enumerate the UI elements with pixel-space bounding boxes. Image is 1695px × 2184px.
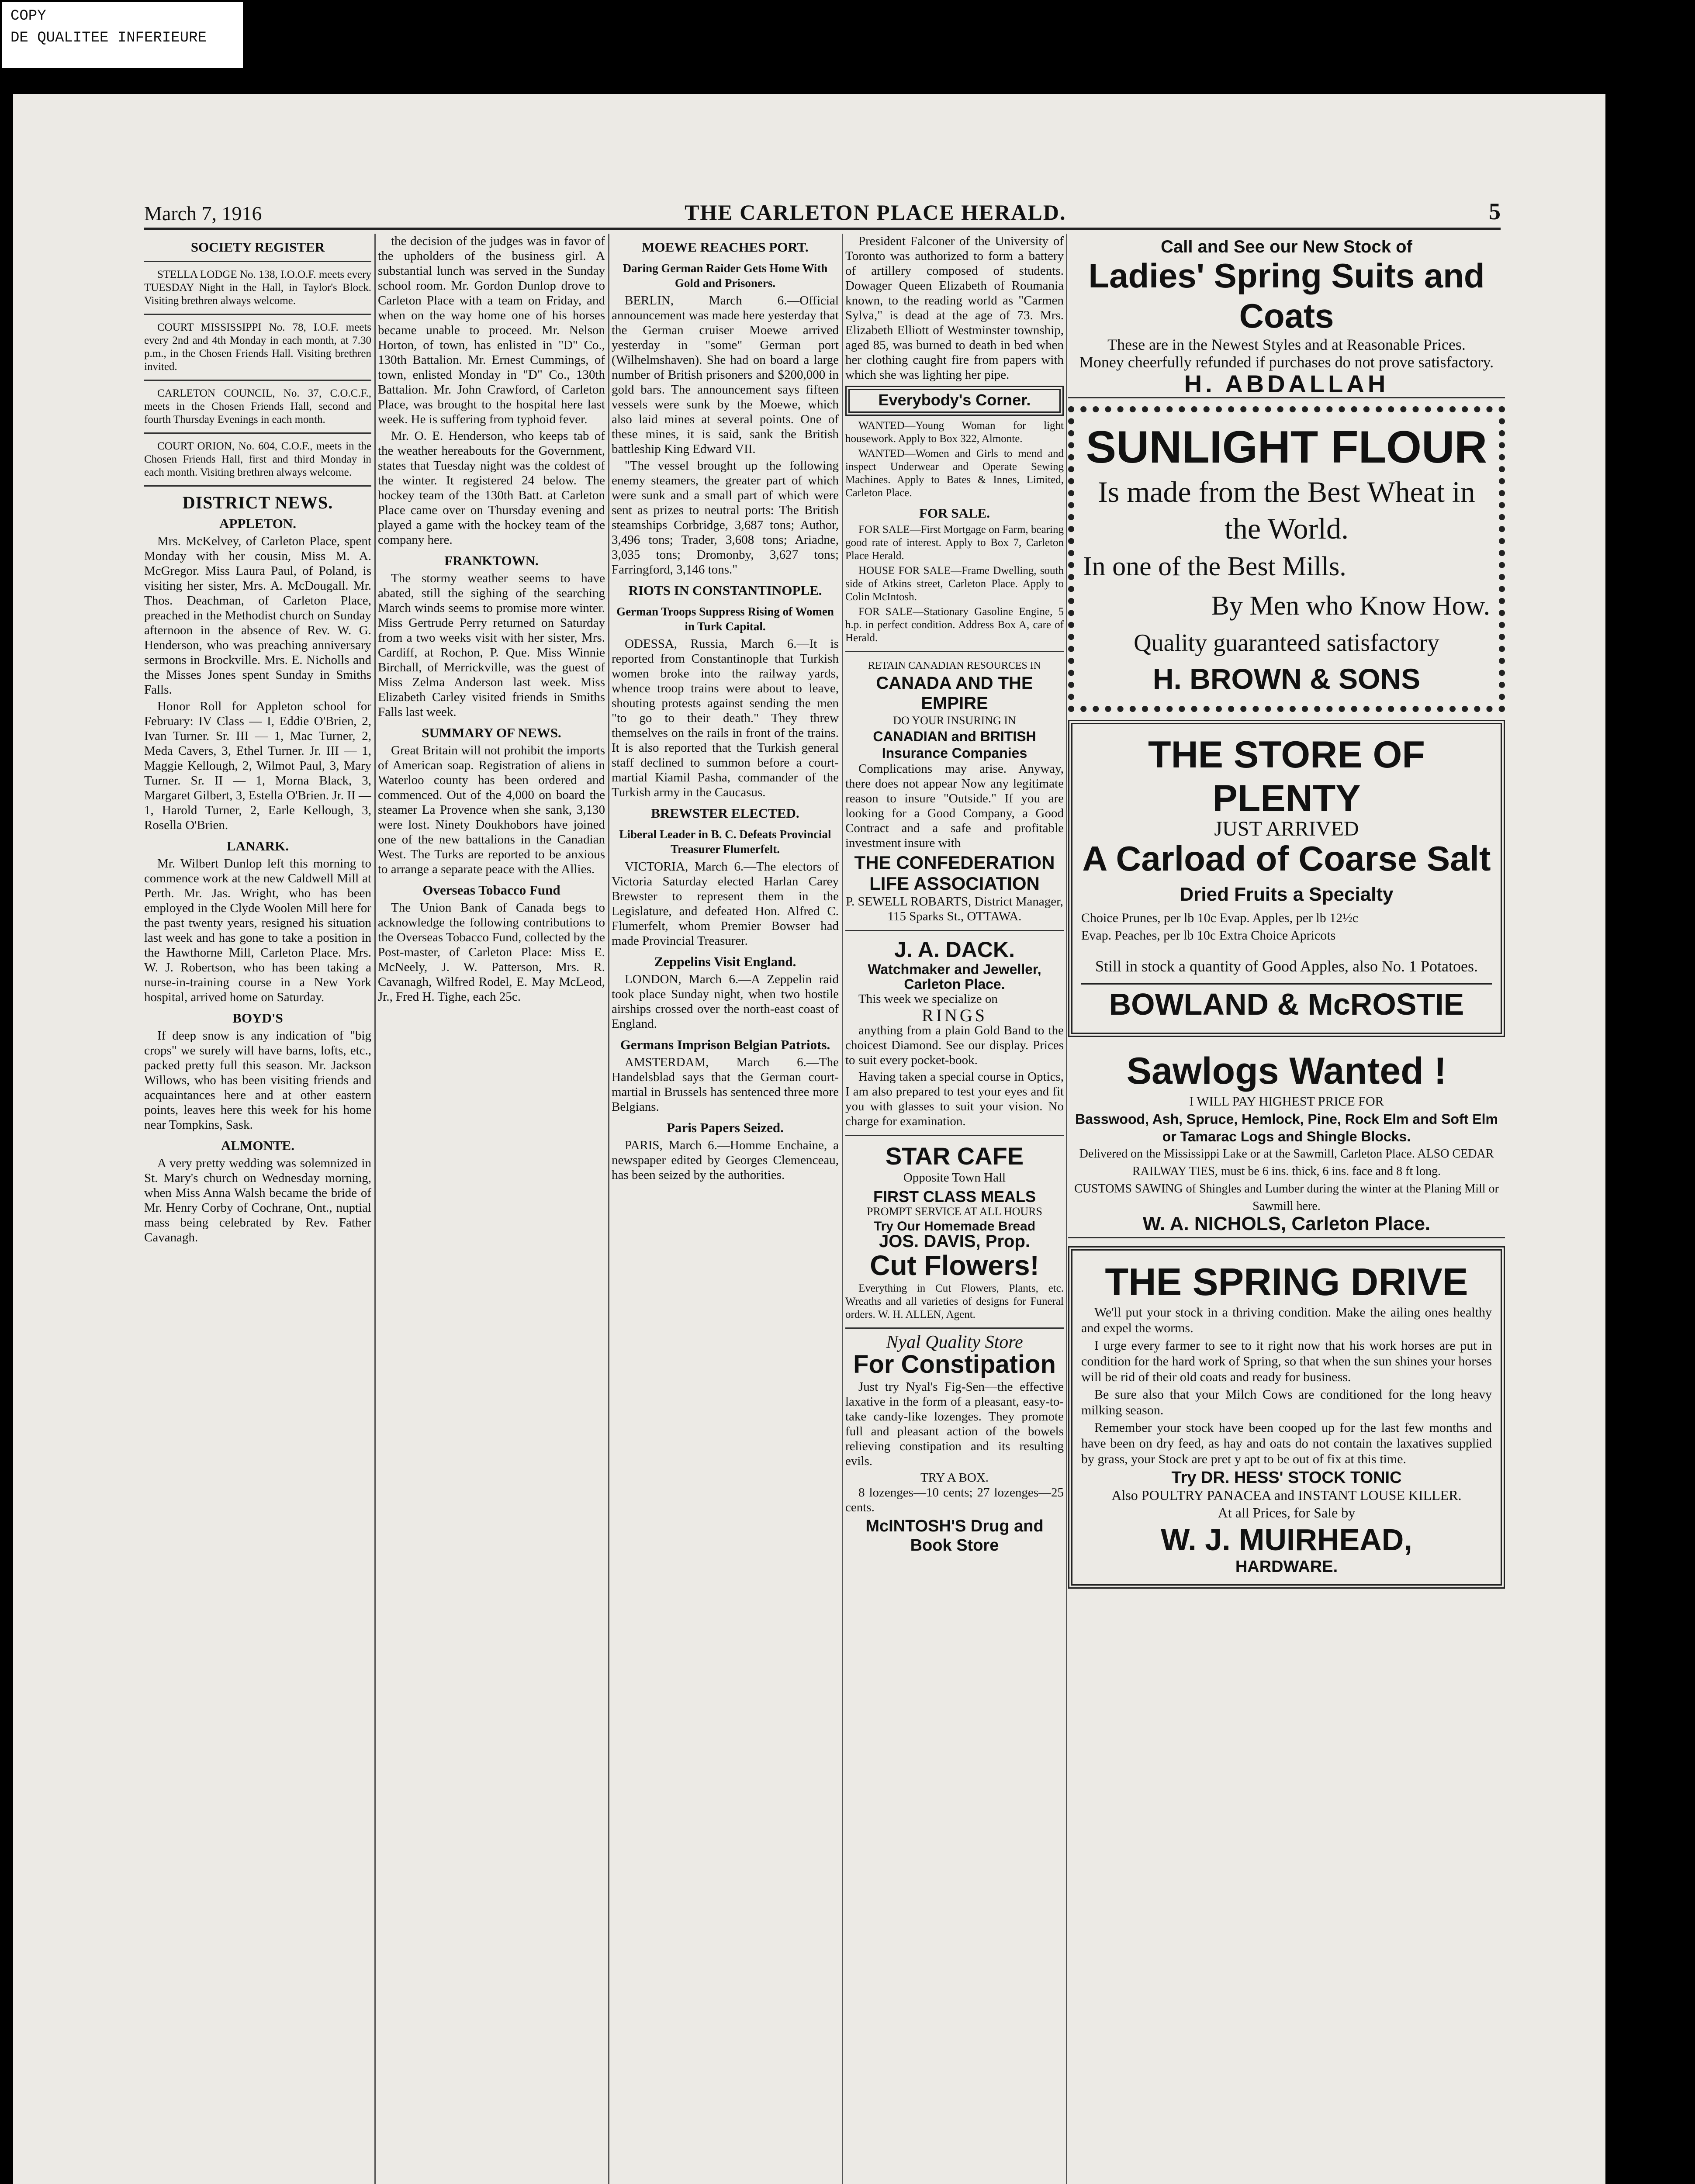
insurance-ad xyxy=(845,658,1064,761)
article-paragraph: ODESSA, Russia, March 6.—It is reported from Constantinople that Turkish women broke into the railway yards, whence troop trains were about to leave, shouting protests against sending the men "to go to their death." They threw themselves on the rails in front of the trains. It is also reported that the Turkish general staff declined to summon before a court-martial Kiamil Pasha, commander of the Turkish army in the Caucasus. xyxy=(612,637,839,799)
article-paragraph: Mr. O. E. Henderson, who keeps tab of the weather hereabouts for the Government, states that Tuesday night was the coldest of the winter. It registered 24 below. The hockey team of the 130th Batt. at Carleton Place came over on Thursday evening and played a game with the hockey team of the company here. xyxy=(378,429,605,547)
flour-title: SUNLIGHT FLOUR xyxy=(1086,422,1487,473)
lanark-heading: LANARK. xyxy=(226,838,289,854)
lodge-notice: STELLA LODGE No. 138, I.O.O.F. meets every TUESDAY Night in the Hall, in Taylor's Block. Visiting brethren always welcome. xyxy=(144,269,371,307)
bread-line: Try Our Homemade Bread xyxy=(873,1219,1036,1234)
try-box: TRY A BOX. xyxy=(920,1471,989,1485)
stamp-line-2: DE QUALITEE INFERIEURE xyxy=(10,30,207,46)
rings-text: anything from a plain Gold Band to the choicest Diamond. See our display. Prices to suit every pocket-book. xyxy=(845,1023,1064,1067)
constipation-text: Just try Nyal's Fig-Sen—the effective laxative in the form of a pleasant, easy-to-take candy-like lozenges. They promote full and pleasant action of the bowels relieving constipation and its resulting evils. xyxy=(845,1380,1064,1468)
article-paragraph: If deep snow is any indication of "big crops" we surely will have barns, lofts, etc., packed pretty full this season. Mr. Jackson Willows, who has been visiting friends and acquaintances here and at other eastern points, leaves here this week for his home near Tompkins, Sask. xyxy=(144,1029,371,1132)
moewe-subhead: Daring German Raider Gets Home With Gold and Prisoners. xyxy=(623,262,828,290)
sawlogs-custom: CUSTOMS SAWING of Shingles and Lumber during the winter at the Planing Mill or Sawmill here. xyxy=(1074,1182,1499,1213)
sawlogs-title: Sawlogs Wanted ! xyxy=(1126,1050,1447,1092)
article-paragraph: VICTORIA, March 6.—The electors of Victoria Saturday elected Harlan Carey Brewster to represent them in the Legislature, and defeated Hon. Alfred C. Flumerfelt, whom Premier Bowser had made Provincial Treasurer. xyxy=(612,860,839,948)
article-paragraph: the decision of the judges was in favor of the upholders of the business girl. A substantial lunch was served in the Sunday school room. Mr. Gordon Dunlop drove to Carleton Place with a team on Friday, and when on the way home one of his horses became unable to proceed. Mr. Nelson Horton, of town, has enlisted in "D" Co., 130th Battalion. Mr. Ernest Cummings, of town, enlisted Monday in "D" Co., 130th Battalion. Mr. John Crawford, of Carleton Place, was brought to the hospital here last week. He is suffering from typhoid fever. xyxy=(378,234,605,426)
flour-line-3: In one of the Best Mills. xyxy=(1083,552,1346,581)
spring-hess: Try DR. HESS' STOCK TONIC xyxy=(1171,1469,1402,1487)
column-2 xyxy=(378,234,605,2184)
classified-ad: HOUSE FOR SALE—Frame Dwelling, south side of Atkins street, Carleton Place. Apply to Colin McIntosh. xyxy=(845,565,1064,603)
plenty-prunes: Choice Prunes, per lb 10c Evap. Apples, per lb 12½c xyxy=(1081,911,1359,925)
star-cafe-title: STAR CAFE xyxy=(885,1142,1024,1170)
article-paragraph: Mrs. McKelvey, of Carleton Place, spent Monday with her cousin, Miss M. A. McGregor. Miss Laura Paul, of Poland, is visiting her sister, Mrs. A. McDougall. Mr. Thos. Deachman, of Carleton Place, preached in the Methodist church on Sunday afternoon in the absence of Rev. W. G. Henderson, who was preaching anniversary sermons in Brockville. Mrs. E. Nicholls and the Misses Jones spent Sunday in Smiths Falls. xyxy=(144,534,371,697)
column-divider xyxy=(608,234,609,2184)
abdallah-name: H. ABDALLAH xyxy=(1184,370,1389,397)
insurance-doyour: DO YOUR INSURING IN xyxy=(893,714,1016,727)
column-divider xyxy=(1066,234,1067,2184)
nyal-logo: Nyal Quality Store xyxy=(886,1332,1023,1352)
plenty-fruits: Dried Fruits a Specialty xyxy=(1180,884,1394,905)
article-paragraph: Complications may arise. Anyway, there does not appear Now any legitimate reason to insure "Outside." If you are looking for a Good Company, a Good Contract and a safe and profitable investment insure with xyxy=(845,762,1064,850)
muirhead-hardware: HARDWARE. xyxy=(1235,1558,1338,1576)
rings-heading: RINGS xyxy=(921,1006,988,1025)
sawlogs-deliver: Delivered on the Mississippi Lake or at the Sawmill, Carleton Place. ALSO CEDAR RAILWAY TIES, must be 6 ins. thick, 6 ins. face and 8 ft long. xyxy=(1079,1147,1494,1178)
society-register-heading: SOCIETY REGISTER xyxy=(190,239,325,255)
article-paragraph: PARIS, March 6.—Homme Enchaine, a newspaper edited by Georges Clemenceau, has been seized by the authorities. xyxy=(612,1138,839,1182)
stamp-line-1: COPY xyxy=(10,8,46,24)
district-news-heading: DISTRICT NEWS. xyxy=(182,493,333,512)
classified-ad: WANTED—Women and Girls to mend and inspect Underwear and Operate Sewing Machines. Apply to Bates & Innes, Limited, Carleton Place. xyxy=(845,448,1064,499)
spring-drive-ad xyxy=(1068,1246,1505,1589)
appleton-heading: APPLETON. xyxy=(219,516,296,531)
boyds-heading: BOYD'S xyxy=(232,1010,283,1026)
bowland-mcrostie: BOWLAND & McROSTIE xyxy=(1081,983,1492,1024)
classified-ad: FOR SALE—Stationary Gasoline Engine, 5 h.p. in perfect condition. Address Box A, care of Herald. xyxy=(845,606,1064,644)
article-paragraph: Honor Roll for Appleton school for February: IV Class — I, Eddie O'Brien, 2, Ivan Turner. Sr. III — 1, Mac Turner, 2, Meda Cavers, 3, Ethel Turner. Jr. III — 1, Maggie Kellough, 2, Wilmot Paul, 3, Mary Turner. Sr. II — 1, Morna Black, 3, Margaret Gilbert, 3, Estella O'Brien. Jr. II — 1, Harold Turner, 2, Earle Kellough, 3, Rosella O'Brien. xyxy=(144,699,371,832)
meals-line: FIRST CLASS MEALS xyxy=(873,1188,1036,1206)
summary-heading: SUMMARY OF NEWS. xyxy=(422,725,561,740)
masthead-title: THE CARLETON PLACE HERALD. xyxy=(685,200,1066,225)
newspaper-page xyxy=(13,94,1605,2184)
column-5-ads xyxy=(1068,234,1505,2184)
column-3 xyxy=(612,234,839,2184)
constipation-title: For Constipation xyxy=(853,1350,1056,1379)
spring-prices: At all Prices, for Sale by xyxy=(1218,1505,1356,1521)
sawlogs-ad xyxy=(1068,1045,1505,1238)
article-paragraph: AMSTERDAM, March 6.—The Handelsblad says that the German court-martial in Brussels has sentenced three more Belgians. xyxy=(612,1055,839,1114)
abdallah-headline: Ladies' Spring Suits and Coats xyxy=(1088,256,1485,335)
sawlogs-pay: I WILL PAY HIGHEST PRICE FOR xyxy=(1189,1094,1384,1109)
article-paragraph: "The vessel brought up the following enemy steamers, the greater part of which were sunk and a small part of which were sent as prizes to neutral ports: The British steamships Corbridge, 3,687 tons; Author, 3,496 tons; Trader, 3,608 tons; Ariadne, 3,035 tons; Dromonby, 3,627 tons; Farringford, 3,146 tons." xyxy=(612,459,839,577)
spring-text: Be sure also that your Milch Cows are conditioned for the long heavy milking season. xyxy=(1081,1387,1492,1417)
column-divider xyxy=(374,234,376,2184)
dack-subtitle: Watchmaker and Jeweller, Carleton Place. xyxy=(868,961,1041,992)
brewster-headline: BREWSTER ELECTED. xyxy=(651,805,799,821)
plenty-title: THE STORE OF PLENTY xyxy=(1148,734,1425,819)
flour-line-4: By Men who Know How. xyxy=(1211,591,1490,621)
article-paragraph: BERLIN, March 6.—Official announcement was made here yesterday that the German cruiser Moewe arrived yesterday in "some" German port (Wilhelmshaven). She had on board a large number of British prisoners and $200,000 in gold bars. The announcement says fifteen vessels were sunk by the Moewe, which also laid mines at several points. One of these mines, it is said, sank the British battleship King Edward VII. xyxy=(612,294,839,456)
sawlogs-woods: Basswood, Ash, Spruce, Hemlock, Pine, Rock Elm and Soft Elm or Tamarac Logs and Shingle Blocks. xyxy=(1075,1111,1498,1144)
column-divider xyxy=(842,234,843,2184)
article-paragraph: LONDON, March 6.—A Zeppelin raid took place Sunday night, when two hostile airships crossed over the north-east coast of England. xyxy=(612,972,839,1031)
abdallah-styles: These are in the Newest Styles and at Reasonable Prices. xyxy=(1107,336,1466,353)
spring-text: We'll put your stock in a thriving condition. Make the ailing ones healthy and expel the worms. xyxy=(1081,1305,1492,1335)
classified-ad: FOR SALE—First Mortgage on Farm, bearing good rate of interest. Apply to Box 7, Carleton Place Herald. xyxy=(845,524,1064,562)
franktown-heading: FRANKTOWN. xyxy=(444,553,539,568)
cut-flowers-title: Cut Flowers! xyxy=(870,1250,1039,1281)
article-paragraph: Mr. Wilbert Dunlop left this morning to commence work at the new Caldwell Mill at Perth. Mr. Jas. Wright, who has been employed in the Clyde Woolen Mill here for the past twenty years, resigned his situation last week and has gone to take a position in the Hawthorne Mill, Carleton Place. Mrs. W. J. Robertson, who has been taking a nurse-in-training course in a New York hospital, arrived home on Saturday. xyxy=(144,857,371,1004)
prompt-service: PROMPT SERVICE AT ALL HOURS xyxy=(867,1205,1042,1218)
plenty-salt: A Carload of Coarse Salt xyxy=(1082,839,1491,878)
muirhead-name: W. J. MUIRHEAD, xyxy=(1161,1523,1412,1557)
article-paragraph: The Union Bank of Canada begs to acknowledge the following contributions to the Overseas Tobacco Fund, collected by the Post-master, of Carleton Place: Miss E. McNeely, J. W. Patterson, Mrs. R. Cavanagh, Wilfred Rodel, E. May McLeod, Jr., Fred H. Tighe, each 25c. xyxy=(378,901,605,1004)
spring-poultry: Also POULTRY PANACEA and INSTANT LOUSE KILLER. xyxy=(1111,1487,1462,1503)
sunlight-flour-ad xyxy=(1068,406,1505,712)
rings-intro: This week we specialize on xyxy=(858,992,998,1006)
lozenge-prices: 8 lozenges—10 cents; 27 lozenges—25 cents. xyxy=(845,1486,1064,1514)
mcintosh-title: McINTOSH'S Drug and Book Store xyxy=(865,1517,1044,1555)
riots-headline: RIOTS IN CONSTANTINOPLE. xyxy=(628,583,822,598)
flour-line-5: Quality guaranteed satisfactory xyxy=(1134,629,1439,657)
brewster-subhead: Liberal Leader in B. C. Defeats Provincial Treasurer Flumerfelt. xyxy=(619,828,831,856)
issue-date: March 7, 1916 xyxy=(144,202,262,225)
lodge-notice: COURT MISSISSIPPI No. 78, I.O.F. meets every 2nd and 4th Monday in each month, at 7.30 p.m., in the Chosen Friends Hall. Visiting brethren invited. xyxy=(144,321,371,373)
article-paragraph: President Falconer of the University of Toronto was authorized to form a battery of artillery composed of students. Dowager Queen Elizabeth of Roumania known, to the reading world as "Carmen Sylva," is dead at the age of 73. Mrs. Elizabeth Elliott of Westminster township, aged 85, was burned to death in bed when her clothing caught fire from papers with which she was lighting her pipe. xyxy=(845,234,1064,382)
star-cafe-location: Opposite Town Hall xyxy=(903,1171,1006,1185)
article-paragraph: Great Britain will not prohibit the imports of American soap. Registration of aliens in Waterloo county has been ordered and commenced. Out of the 4,000 on board the steamer La Provence when she sank, 3,130 were lost. Ninety Doukhobors have joined one of the new battalions in the Canadian West. The Turks are reported to be anxious to arrange a separate peace with the Allies. xyxy=(378,743,605,876)
column-4 xyxy=(845,234,1064,2184)
dack-title: J. A. DACK. xyxy=(894,937,1015,962)
for-sale-heading: FOR SALE. xyxy=(919,505,990,521)
flowers-text: Everything in Cut Flowers, Plants, etc. Wreaths and all varieties of designs for Funeral orders. W. H. ALLEN, Agent. xyxy=(845,1282,1064,1320)
lodge-notice: COURT ORION, No. 604, C.O.F., meets in the Chosen Friends Hall, first and third Monday in each month. Visiting brethren always welcome. xyxy=(144,440,371,478)
page-header xyxy=(144,199,1501,230)
article-paragraph: A very pretty wedding was solemnized in St. Mary's church on Wednesday morning, when Miss Anna Walsh became the bride of Mr. Henry Corby of Cochrane, Ont., nuptial mass being celebrated by Rev. Father Cavanagh. xyxy=(144,1156,371,1244)
abdallah-refund: Money cheerfully refunded if purchases do not prove satisfactory. xyxy=(1079,353,1494,371)
brown-sons: H. BROWN & SONS xyxy=(1152,663,1421,695)
lodge-notice: CARLETON COUNCIL, No. 37, C.O.C.F., meets in the Chosen Friends Hall, second and fourth Thursday Evenings in each month. xyxy=(144,387,371,425)
copy-quality-stamp xyxy=(0,0,245,70)
insurance-retain: RETAIN CANADIAN RESOURCES IN xyxy=(868,660,1041,671)
plenty-peaches: Evap. Peaches, per lb 10c Extra Choice Apricots xyxy=(1081,928,1336,943)
almonte-heading: ALMONTE. xyxy=(221,1138,294,1153)
abdallah-intro: Call and See our New Stock of xyxy=(1161,237,1412,256)
davis-line: JOS. DAVIS, Prop. xyxy=(879,1232,1030,1251)
abdallah-ad xyxy=(1068,234,1505,398)
everybodys-corner-banner xyxy=(845,386,1064,416)
paris-headline: Paris Papers Seized. xyxy=(667,1120,784,1135)
plenty-arrived: JUST ARRIVED xyxy=(1214,817,1359,840)
optics-text: Having taken a special course in Optics, I am also prepared to test your eyes and fit you with glasses to suit your vision. No charge for examination. xyxy=(845,1070,1064,1128)
everybodys-corner-title: Everybody's Corner. xyxy=(878,391,1031,409)
agent-address: P. SEWELL ROBARTS, District Manager, 115 Sparks St., OTTAWA. xyxy=(846,895,1063,923)
spring-text: I urge every farmer to see to it right now that his work horses are put in condition for the hard work of Spring, so that when the sun shines your horses will be rid of their old coats and ready for business. xyxy=(1081,1338,1492,1384)
plenty-stock: Still in stock a quantity of Good Apples, also No. 1 Potatoes. xyxy=(1095,957,1478,975)
insurance-canada: CANADA AND THE EMPIRE xyxy=(876,674,1033,713)
zeppelins-headline: Zeppelins Visit England. xyxy=(654,954,796,969)
article-paragraph: The stormy weather seems to have abated, still the sighing of the searching March winds seems to promise more winter. Miss Gertrude Perry returned on Saturday from a two weeks visit with her sister, Mrs. Cardiff, at Rochon, P. Que. Miss Winnie Birchall, of Merrickville, was the guest of Miss Zelma Anderson last week. Miss Elizabeth Carley visited friends in Smiths Falls last week. xyxy=(378,571,605,719)
belgian-headline: Germans Imprison Belgian Patriots. xyxy=(620,1037,830,1052)
insurance-companies: CANADIAN and BRITISH Insurance Companies xyxy=(873,729,1036,761)
riots-subhead: German Troops Suppress Rising of Women in Turk Capital. xyxy=(616,605,834,633)
spring-text: Remember your stock have been cooped up for the last few months and have been on dry feed, as hay and oats do not contain the laxatives supplied by grass, your Stock are pret y apt to be out of fix at this time. xyxy=(1081,1420,1492,1466)
moewe-headline: MOEWE REACHES PORT. xyxy=(642,239,809,255)
spring-title: THE SPRING DRIVE xyxy=(1105,1260,1468,1303)
page-number: 5 xyxy=(1489,198,1501,225)
classified-ad: WANTED—Young Woman for light housework. Apply to Box 322, Almonte. xyxy=(845,420,1064,445)
sawlogs-nichols: W. A. NICHOLS, Carleton Place. xyxy=(1142,1213,1431,1234)
column-1 xyxy=(144,234,371,2184)
store-of-plenty-ad xyxy=(1068,720,1505,1037)
tobacco-fund-heading: Overseas Tobacco Fund xyxy=(422,882,560,898)
flour-line-2: Is made from the Best Wheat in the World. xyxy=(1098,475,1475,545)
confederation-life-title: THE CONFEDERATION LIFE ASSOCIATION xyxy=(854,852,1055,894)
